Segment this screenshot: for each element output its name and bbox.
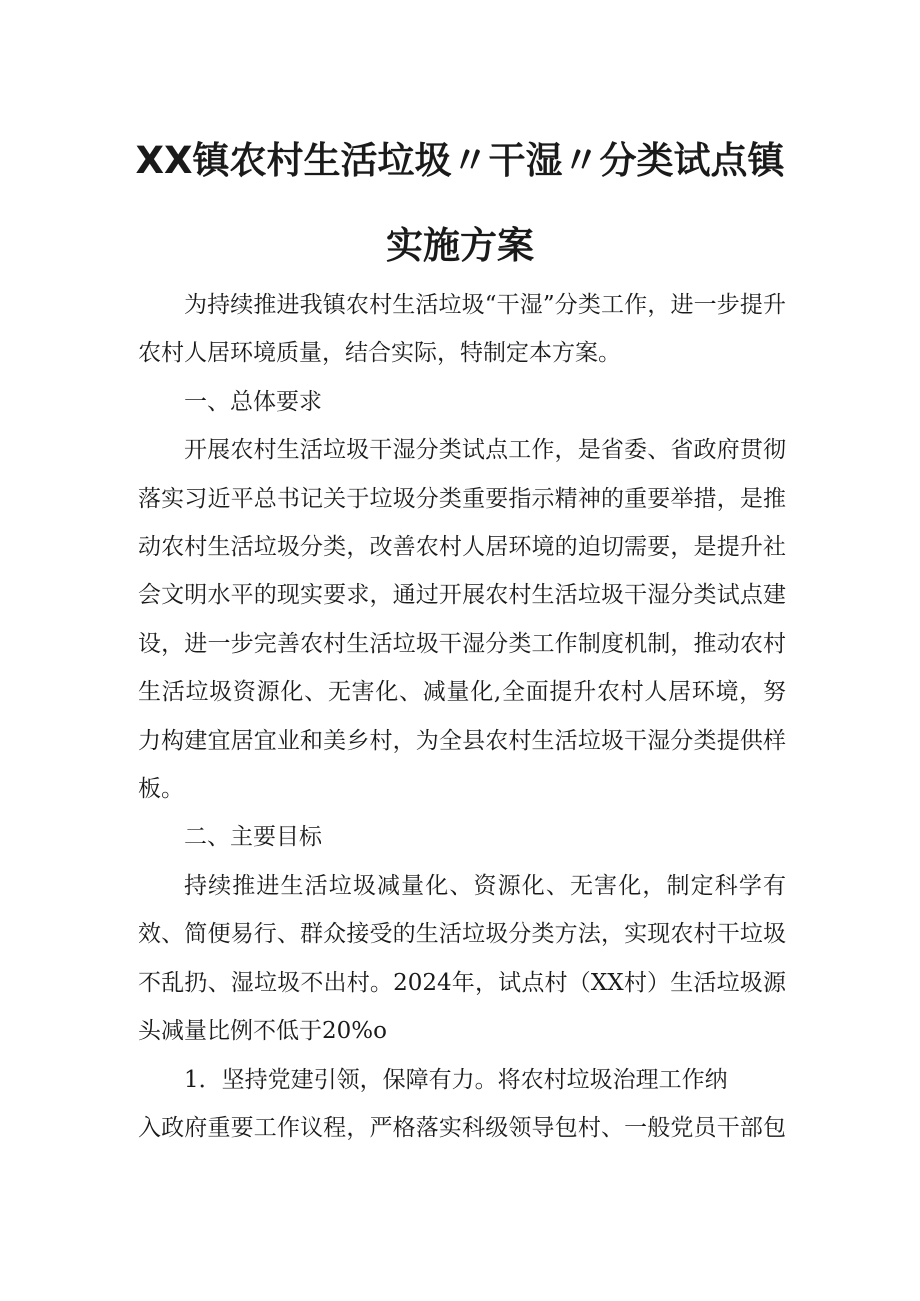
document-title-line-1: XX镇农村生活垃圾〃干湿〃分类试点镇 [135,139,785,182]
section-heading-main-goals: 二、主要目标 [184,824,322,851]
item-1-paragraph-line-2: 入政府重要工作议程，严格落实科级领导包村、一般党员干部包 [138,1114,786,1141]
general-requirements-paragraph: 开展农村生活垃圾干湿分类试点工作，是省委、省政府贯彻落实习近平总书记关于垃圾分类重要指示精神的重要举措，是推动农村生活垃圾分类，改善农村人居环境的迫切需要，是提升社会文明水平的现实要求，通过开展农村生活垃圾干湿分类试点建设，进一步完善农村生活垃圾干湿分类工作制度机制，推动农村生活垃圾资源化、无害化、减量化,全面提升农村人居环境，努力构建宜居宜业和美乡村，为全县农村生活垃圾干湿分类提供样板。 [138,437,786,803]
document-title-line-2: 实施方案 [386,224,534,267]
intro-paragraph: 为持续推进我镇农村生活垃圾“干湿”分类工作，进一步提升农村人居环境质量，结合实际，特制定本方案。 [138,292,786,367]
item-1-paragraph-line-1: 1．坚持党建引领，保障有力。将农村垃圾治理工作纳 [184,1066,728,1093]
main-goals-paragraph: 持续推进生活垃圾减量化、资源化、无害化，制定科学有效、简便易行、群众接受的生活垃圾分类方法，实现农村干垃圾不乱扔、湿垃圾不出村。2024年，试点村（XX村）生活垃圾源头减量比例不低于20%o [138,872,786,1045]
document-body [138,281,786,1152]
section-heading-general-requirements: 一、总体要求 [184,388,322,415]
